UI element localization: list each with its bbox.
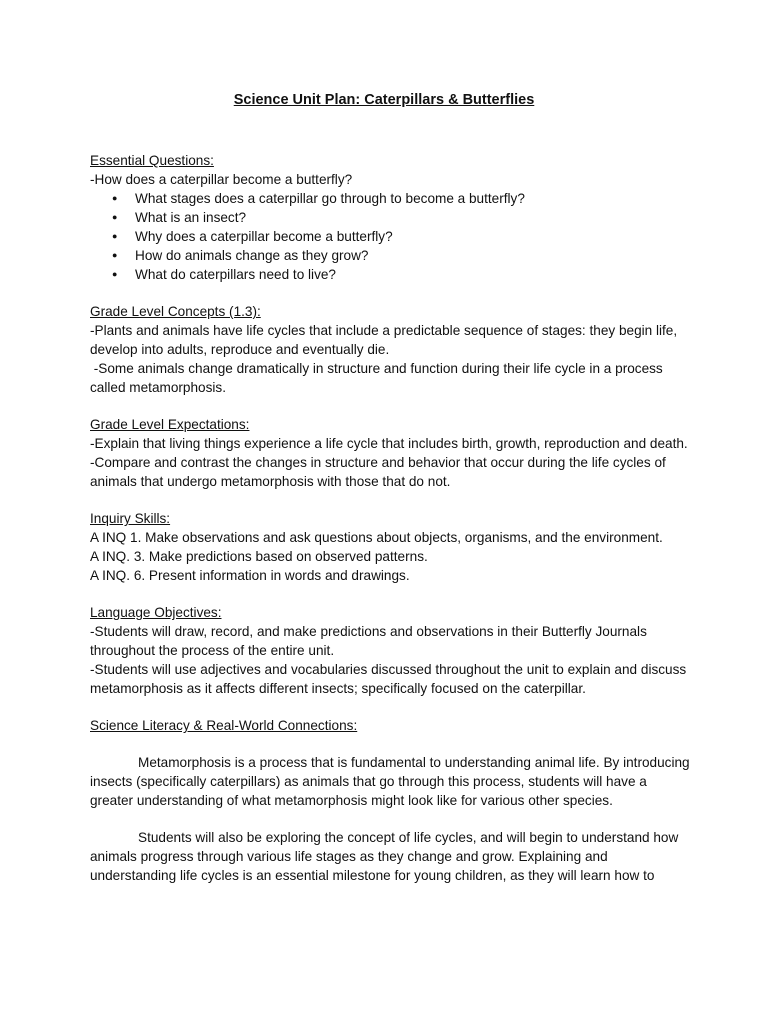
grade-level-concepts-section	[90, 302, 690, 397]
language-objectives-section	[90, 603, 690, 698]
essential-questions-list	[90, 189, 690, 284]
paragraph-line: -Explain that living things experience a life cycle that includes birth, growth, reproduction and death.	[90, 436, 688, 451]
section-heading: Grade Level Expectations:	[90, 417, 250, 432]
paragraph-line: -Some animals change dramatically in structure and function during their life cycle in a process called metamorphosis.	[90, 361, 667, 395]
essential-question-intro: -How does a caterpillar become a butterfly?	[90, 172, 353, 187]
list-item: ● What stages does a caterpillar go through to become a butterfly?	[90, 189, 690, 208]
paragraph-line: -Students will draw, record, and make predictions and observations in their Butterfly Journals throughout the process of the entire unit.	[90, 624, 647, 658]
section-heading: Essential Questions:	[90, 153, 214, 168]
paragraph-line: A INQ. 6. Present information in words and drawings.	[90, 568, 410, 583]
paragraph-line: -Plants and animals have life cycles that include a predictable sequence of stages: they begin life, develop into adults, reproduce and eventually die.	[90, 323, 678, 357]
paragraph-line: A INQ 1. Make observations and ask questions about objects, organisms, and the environment.	[90, 530, 663, 545]
paragraph-line: -Compare and contrast the changes in structure and behavior that occur during the life cycles of animals that undergo metamorphosis with those that do not.	[90, 455, 666, 489]
inquiry-skills-section	[90, 509, 690, 585]
list-item: ● What is an insect?	[90, 208, 690, 227]
document-body	[90, 151, 690, 903]
essential-questions-section	[90, 151, 690, 284]
paragraph: Students will also be exploring the concept of life cycles, and will begin to understand how animals progress through various life stages as they change and grow. Explaining and understanding life cycles is an essential milestone for young children, as they will learn how to	[90, 830, 679, 883]
paragraph-line: A INQ. 3. Make predictions based on observed patterns.	[90, 549, 428, 564]
science-literacy-section	[90, 716, 690, 885]
section-heading: Grade Level Concepts (1.3):	[90, 304, 261, 319]
section-heading: Language Objectives:	[90, 605, 222, 620]
grade-level-expectations-section	[90, 415, 690, 491]
list-item: ● How do animals change as they grow?	[90, 246, 690, 265]
section-heading: Inquiry Skills:	[90, 511, 171, 526]
paragraph: Metamorphosis is a process that is fundamental to understanding animal life. By introducing insects (specifically caterpillars) as animals that go through this process, students will have a greater understanding of what metamorphosis might look like for various other species.	[90, 755, 690, 808]
list-item: ● What do caterpillars need to live?	[90, 265, 690, 284]
document-title: Science Unit Plan: Caterpillars & Butterflies	[233, 92, 535, 108]
paragraph-line: -Students will use adjectives and vocabularies discussed throughout the unit to explain and discuss metamorphosis as it affects different insects; specifically focused on the caterpillar.	[90, 662, 687, 696]
list-item: ● Why does a caterpillar become a butterfly?	[90, 227, 690, 246]
section-heading: Science Literacy & Real-World Connections:	[90, 718, 358, 733]
